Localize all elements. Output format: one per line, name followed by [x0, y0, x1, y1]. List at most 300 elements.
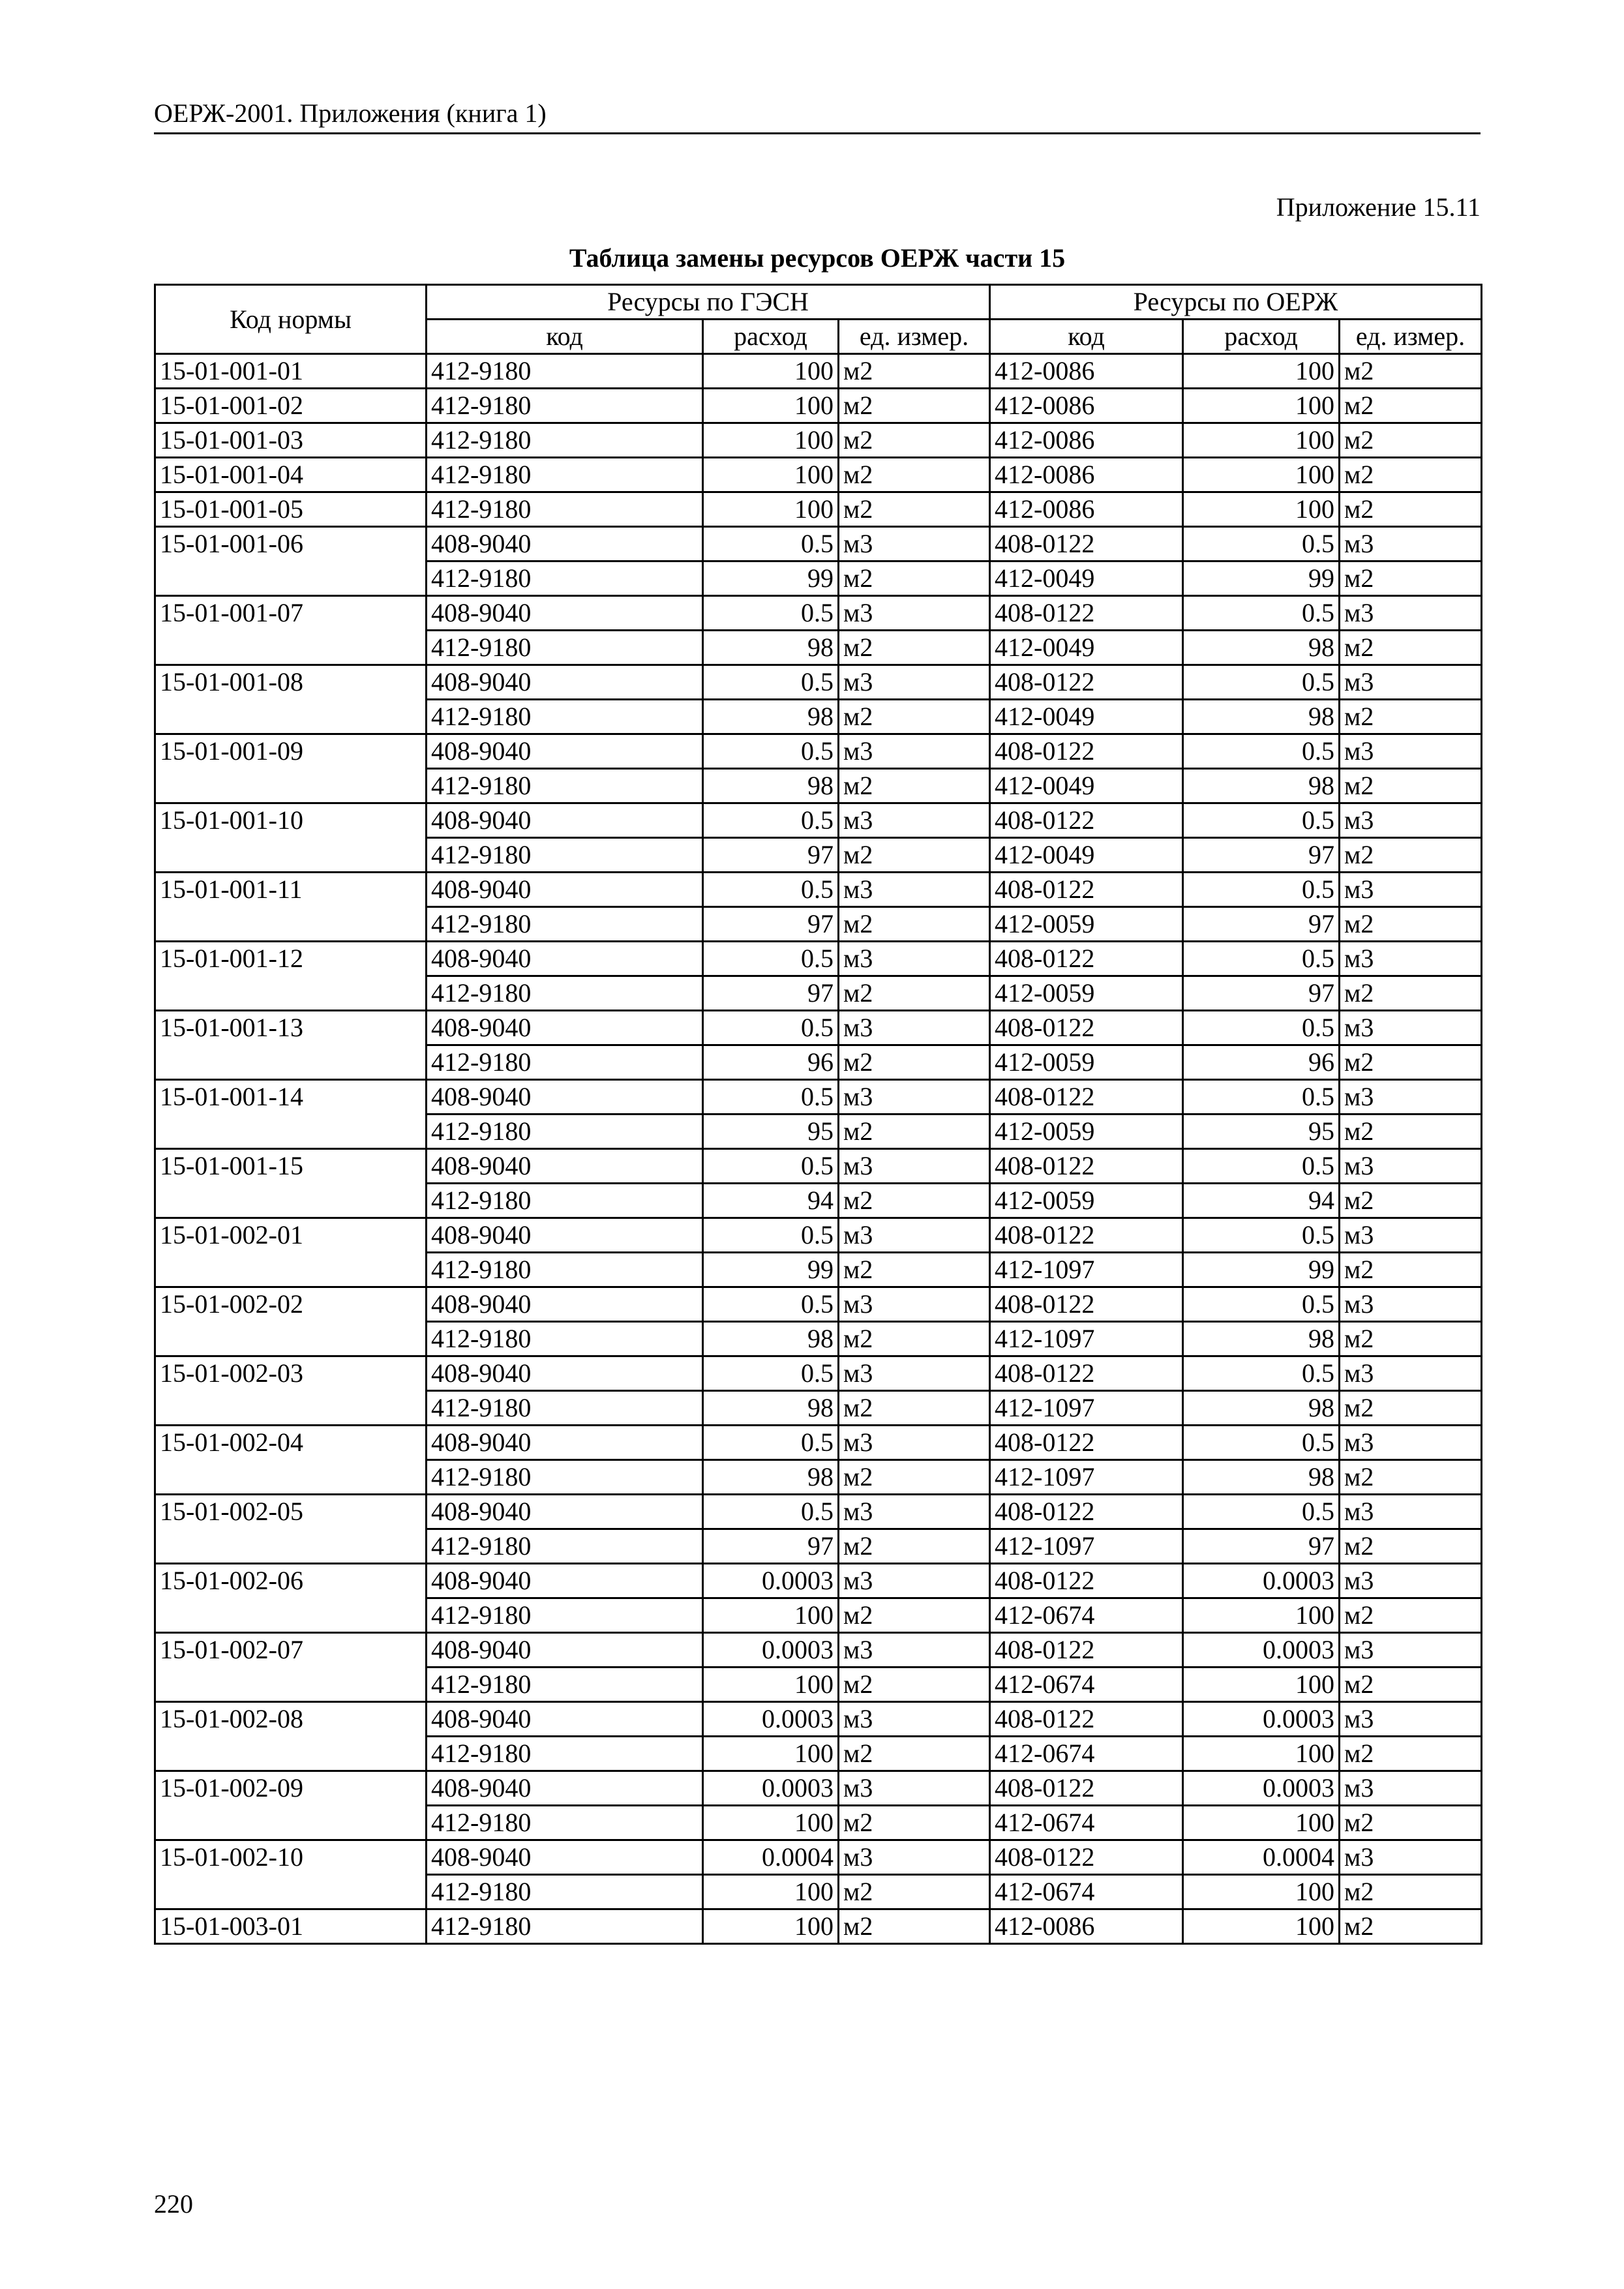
oerzh-rate-cell: 97	[1183, 907, 1340, 942]
norm-code-cell: 15-01-001-13	[155, 1011, 427, 1080]
oerzh-code-cell: 408-0122	[990, 596, 1183, 631]
gesn-rate-cell: 100	[703, 1598, 839, 1633]
gesn-rate-cell: 99	[703, 561, 839, 596]
oerzh-code-cell: 408-0122	[990, 1702, 1183, 1737]
norm-code-cell: 15-01-002-03	[155, 1356, 427, 1426]
oerzh-unit-cell: м2	[1340, 1460, 1482, 1495]
gesn-rate-cell: 0.5	[703, 734, 839, 769]
oerzh-unit-cell: м2	[1340, 631, 1482, 665]
oerzh-unit-cell: м2	[1340, 1253, 1482, 1287]
gesn-rate-cell: 100	[703, 1737, 839, 1771]
gesn-rate-cell: 94	[703, 1184, 839, 1218]
gesn-code-cell: 412-9180	[427, 1045, 703, 1080]
oerzh-code-cell: 408-0122	[990, 1080, 1183, 1115]
gesn-rate-cell: 96	[703, 1045, 839, 1080]
norm-code-cell: 15-01-002-05	[155, 1495, 427, 1564]
gesn-unit-cell: м3	[839, 1356, 990, 1391]
gesn-unit-cell: м2	[839, 492, 990, 527]
gesn-code-cell: 408-9040	[427, 1771, 703, 1806]
oerzh-unit-cell: м2	[1340, 1115, 1482, 1149]
oerzh-rate-cell: 0.5	[1183, 803, 1340, 838]
gesn-rate-cell: 0.5	[703, 1218, 839, 1253]
oerzh-code-cell: 408-0122	[990, 1633, 1183, 1668]
oerzh-code-cell: 408-0122	[990, 1771, 1183, 1806]
gesn-code-cell: 408-9040	[427, 1495, 703, 1529]
oerzh-unit-cell: м3	[1340, 1702, 1482, 1737]
gesn-unit-cell: м2	[839, 354, 990, 389]
oerzh-unit-cell: м2	[1340, 1909, 1482, 1944]
oerzh-rate-cell: 100	[1183, 458, 1340, 492]
norm-code-cell: 15-01-001-11	[155, 873, 427, 942]
oerzh-code-cell: 412-0086	[990, 458, 1183, 492]
oerzh-code-cell: 408-0122	[990, 1426, 1183, 1460]
norm-code-cell: 15-01-002-10	[155, 1840, 427, 1909]
oerzh-rate-cell: 97	[1183, 1529, 1340, 1564]
table-row	[155, 873, 1482, 907]
oerzh-code-cell: 412-0049	[990, 700, 1183, 734]
gesn-unit-cell: м2	[839, 561, 990, 596]
oerzh-rate-cell: 0.5	[1183, 527, 1340, 561]
table-row	[155, 527, 1482, 561]
oerzh-rate-cell: 0.5	[1183, 734, 1340, 769]
oerzh-unit-cell: м3	[1340, 1080, 1482, 1115]
gesn-rate-cell: 0.5	[703, 1080, 839, 1115]
table-row	[155, 1564, 1482, 1598]
oerzh-code-cell: 412-0059	[990, 976, 1183, 1011]
table-row	[155, 1080, 1482, 1115]
oerzh-code-cell: 412-0049	[990, 838, 1183, 873]
gesn-unit-cell: м3	[839, 1495, 990, 1529]
gesn-rate-cell: 0.5	[703, 942, 839, 976]
gesn-code-cell: 408-9040	[427, 1426, 703, 1460]
oerzh-code-cell: 412-0086	[990, 423, 1183, 458]
table-body	[155, 354, 1482, 1944]
gesn-code-cell: 408-9040	[427, 942, 703, 976]
gesn-rate-cell: 98	[703, 1322, 839, 1356]
norm-code-cell: 15-01-001-15	[155, 1149, 427, 1218]
gesn-unit-cell: м3	[839, 1426, 990, 1460]
gesn-unit-cell: м2	[839, 458, 990, 492]
oerzh-rate-cell: 100	[1183, 1668, 1340, 1702]
gesn-rate-cell: 0.0003	[703, 1633, 839, 1668]
resource-replacement-table	[154, 284, 1482, 1945]
gesn-unit-cell: м2	[839, 907, 990, 942]
header-gesn-group: Ресурсы по ГЭСН	[427, 285, 990, 320]
oerzh-unit-cell: м3	[1340, 1771, 1482, 1806]
oerzh-code-cell: 412-1097	[990, 1322, 1183, 1356]
gesn-unit-cell: м3	[839, 873, 990, 907]
gesn-unit-cell: м3	[839, 1840, 990, 1875]
oerzh-unit-cell: м3	[1340, 803, 1482, 838]
table-row	[155, 734, 1482, 769]
gesn-code-cell: 412-9180	[427, 354, 703, 389]
oerzh-rate-cell: 0.0003	[1183, 1771, 1340, 1806]
gesn-rate-cell: 100	[703, 1806, 839, 1840]
oerzh-code-cell: 412-0049	[990, 631, 1183, 665]
appendix-label: Приложение 15.11	[1276, 192, 1481, 222]
gesn-code-cell: 412-9180	[427, 1253, 703, 1287]
oerzh-code-cell: 408-0122	[990, 1495, 1183, 1529]
gesn-unit-cell: м2	[839, 389, 990, 423]
oerzh-code-cell: 408-0122	[990, 1218, 1183, 1253]
gesn-code-cell: 408-9040	[427, 1564, 703, 1598]
oerzh-code-cell: 408-0122	[990, 1149, 1183, 1184]
oerzh-unit-cell: м3	[1340, 1495, 1482, 1529]
gesn-code-cell: 408-9040	[427, 803, 703, 838]
oerzh-unit-cell: м2	[1340, 1598, 1482, 1633]
gesn-code-cell: 408-9040	[427, 1218, 703, 1253]
table-row	[155, 1702, 1482, 1737]
norm-code-cell: 15-01-001-01	[155, 354, 427, 389]
gesn-unit-cell: м2	[839, 1253, 990, 1287]
table-title: Таблица замены ресурсов ОЕРЖ части 15	[569, 243, 1066, 273]
oerzh-code-cell: 412-0059	[990, 907, 1183, 942]
gesn-rate-cell: 97	[703, 1529, 839, 1564]
oerzh-code-cell: 408-0122	[990, 803, 1183, 838]
oerzh-unit-cell: м3	[1340, 942, 1482, 976]
table-row	[155, 458, 1482, 492]
gesn-unit-cell: м2	[839, 1668, 990, 1702]
norm-code-cell: 15-01-003-01	[155, 1909, 427, 1944]
gesn-unit-cell: м3	[839, 1080, 990, 1115]
gesn-unit-cell: м2	[839, 1184, 990, 1218]
gesn-unit-cell: м3	[839, 942, 990, 976]
gesn-rate-cell: 100	[703, 1668, 839, 1702]
oerzh-unit-cell: м2	[1340, 838, 1482, 873]
table-row	[155, 492, 1482, 527]
table-row	[155, 803, 1482, 838]
norm-code-cell: 15-01-002-09	[155, 1771, 427, 1840]
gesn-code-cell: 412-9180	[427, 700, 703, 734]
oerzh-code-cell: 408-0122	[990, 942, 1183, 976]
gesn-unit-cell: м3	[839, 1564, 990, 1598]
oerzh-unit-cell: м2	[1340, 354, 1482, 389]
oerzh-rate-cell: 96	[1183, 1045, 1340, 1080]
table-row	[155, 1149, 1482, 1184]
oerzh-unit-cell: м2	[1340, 389, 1482, 423]
gesn-code-cell: 408-9040	[427, 734, 703, 769]
gesn-rate-cell: 0.5	[703, 665, 839, 700]
oerzh-rate-cell: 0.0003	[1183, 1564, 1340, 1598]
header-rule	[154, 132, 1481, 134]
oerzh-rate-cell: 98	[1183, 1391, 1340, 1426]
gesn-code-cell: 412-9180	[427, 1391, 703, 1426]
gesn-code-cell: 408-9040	[427, 1011, 703, 1045]
gesn-unit-cell: м2	[839, 1909, 990, 1944]
norm-code-cell: 15-01-002-08	[155, 1702, 427, 1771]
gesn-rate-cell: 0.5	[703, 1287, 839, 1322]
gesn-unit-cell: м3	[839, 596, 990, 631]
oerzh-unit-cell: м2	[1340, 1668, 1482, 1702]
gesn-rate-cell: 98	[703, 631, 839, 665]
oerzh-unit-cell: м2	[1340, 1322, 1482, 1356]
oerzh-code-cell: 412-0059	[990, 1045, 1183, 1080]
header-oerzh-rate: расход	[1183, 320, 1340, 354]
gesn-unit-cell: м3	[839, 1011, 990, 1045]
table-row	[155, 1287, 1482, 1322]
oerzh-unit-cell: м2	[1340, 561, 1482, 596]
gesn-rate-cell: 0.5	[703, 1426, 839, 1460]
table-row	[155, 1218, 1482, 1253]
gesn-rate-cell: 100	[703, 458, 839, 492]
running-header: ОЕРЖ-2001. Приложения (книга 1)	[154, 98, 547, 128]
gesn-code-cell: 412-9180	[427, 1115, 703, 1149]
oerzh-code-cell: 408-0122	[990, 1287, 1183, 1322]
oerzh-rate-cell: 0.5	[1183, 1218, 1340, 1253]
oerzh-unit-cell: м3	[1340, 1633, 1482, 1668]
oerzh-unit-cell: м3	[1340, 1564, 1482, 1598]
oerzh-unit-cell: м3	[1340, 1356, 1482, 1391]
norm-code-cell: 15-01-002-07	[155, 1633, 427, 1702]
gesn-rate-cell: 100	[703, 389, 839, 423]
oerzh-unit-cell: м2	[1340, 1875, 1482, 1909]
oerzh-code-cell: 412-0059	[990, 1115, 1183, 1149]
oerzh-code-cell: 412-0049	[990, 769, 1183, 803]
gesn-rate-cell: 100	[703, 354, 839, 389]
gesn-code-cell: 412-9180	[427, 1875, 703, 1909]
gesn-unit-cell: м2	[839, 1045, 990, 1080]
header-gesn-rate: расход	[703, 320, 839, 354]
gesn-code-cell: 412-9180	[427, 769, 703, 803]
oerzh-rate-cell: 100	[1183, 423, 1340, 458]
oerzh-rate-cell: 0.5	[1183, 942, 1340, 976]
gesn-code-cell: 412-9180	[427, 976, 703, 1011]
table-row	[155, 1011, 1482, 1045]
oerzh-code-cell: 412-1097	[990, 1253, 1183, 1287]
table-row	[155, 1771, 1482, 1806]
gesn-code-cell: 408-9040	[427, 1702, 703, 1737]
gesn-rate-cell: 98	[703, 1460, 839, 1495]
norm-code-cell: 15-01-001-04	[155, 458, 427, 492]
table-row	[155, 1426, 1482, 1460]
oerzh-unit-cell: м2	[1340, 492, 1482, 527]
gesn-code-cell: 412-9180	[427, 631, 703, 665]
oerzh-code-cell: 408-0122	[990, 734, 1183, 769]
gesn-unit-cell: м2	[839, 769, 990, 803]
norm-code-cell: 15-01-001-14	[155, 1080, 427, 1149]
norm-code-cell: 15-01-002-01	[155, 1218, 427, 1287]
oerzh-code-cell: 412-0086	[990, 492, 1183, 527]
gesn-code-cell: 408-9040	[427, 1287, 703, 1322]
gesn-unit-cell: м2	[839, 1737, 990, 1771]
gesn-code-cell: 412-9180	[427, 838, 703, 873]
gesn-code-cell: 408-9040	[427, 1356, 703, 1391]
gesn-code-cell: 408-9040	[427, 1633, 703, 1668]
oerzh-rate-cell: 99	[1183, 561, 1340, 596]
oerzh-code-cell: 408-0122	[990, 1011, 1183, 1045]
oerzh-rate-cell: 0.0003	[1183, 1633, 1340, 1668]
gesn-unit-cell: м2	[839, 1460, 990, 1495]
gesn-code-cell: 408-9040	[427, 1840, 703, 1875]
table-row	[155, 1356, 1482, 1391]
oerzh-unit-cell: м3	[1340, 734, 1482, 769]
table-row	[155, 942, 1482, 976]
oerzh-rate-cell: 0.5	[1183, 1495, 1340, 1529]
gesn-unit-cell: м3	[839, 803, 990, 838]
header-oerzh-group: Ресурсы по ОЕРЖ	[990, 285, 1482, 320]
oerzh-unit-cell: м2	[1340, 1184, 1482, 1218]
norm-code-cell: 15-01-001-10	[155, 803, 427, 873]
header-gesn-unit: ед. измер.	[839, 320, 990, 354]
oerzh-rate-cell: 0.5	[1183, 1080, 1340, 1115]
norm-code-cell: 15-01-001-12	[155, 942, 427, 1011]
gesn-unit-cell: м2	[839, 976, 990, 1011]
gesn-unit-cell: м3	[839, 1633, 990, 1668]
oerzh-rate-cell: 100	[1183, 389, 1340, 423]
gesn-rate-cell: 0.5	[703, 803, 839, 838]
oerzh-code-cell: 412-1097	[990, 1460, 1183, 1495]
oerzh-unit-cell: м3	[1340, 527, 1482, 561]
oerzh-unit-cell: м3	[1340, 1426, 1482, 1460]
gesn-unit-cell: м2	[839, 700, 990, 734]
oerzh-code-cell: 412-0059	[990, 1184, 1183, 1218]
norm-code-cell: 15-01-002-06	[155, 1564, 427, 1633]
oerzh-rate-cell: 95	[1183, 1115, 1340, 1149]
norm-code-cell: 15-01-002-04	[155, 1426, 427, 1495]
oerzh-rate-cell: 0.5	[1183, 1149, 1340, 1184]
oerzh-code-cell: 412-0674	[990, 1806, 1183, 1840]
gesn-code-cell: 412-9180	[427, 561, 703, 596]
oerzh-rate-cell: 94	[1183, 1184, 1340, 1218]
gesn-rate-cell: 97	[703, 907, 839, 942]
oerzh-unit-cell: м2	[1340, 700, 1482, 734]
gesn-unit-cell: м2	[839, 1391, 990, 1426]
gesn-unit-cell: м2	[839, 423, 990, 458]
gesn-rate-cell: 0.0003	[703, 1702, 839, 1737]
header-code-norm: Код нормы	[155, 285, 427, 354]
oerzh-rate-cell: 98	[1183, 700, 1340, 734]
table-row	[155, 389, 1482, 423]
gesn-rate-cell: 0.0003	[703, 1771, 839, 1806]
gesn-rate-cell: 98	[703, 1391, 839, 1426]
oerzh-rate-cell: 98	[1183, 1322, 1340, 1356]
gesn-unit-cell: м2	[839, 1115, 990, 1149]
gesn-code-cell: 412-9180	[427, 1598, 703, 1633]
gesn-unit-cell: м2	[839, 1598, 990, 1633]
norm-code-cell: 15-01-001-09	[155, 734, 427, 803]
oerzh-rate-cell: 100	[1183, 492, 1340, 527]
oerzh-unit-cell: м3	[1340, 873, 1482, 907]
oerzh-rate-cell: 0.5	[1183, 1011, 1340, 1045]
oerzh-unit-cell: м3	[1340, 665, 1482, 700]
gesn-code-cell: 412-9180	[427, 492, 703, 527]
gesn-unit-cell: м3	[839, 1702, 990, 1737]
gesn-rate-cell: 0.5	[703, 1356, 839, 1391]
oerzh-unit-cell: м3	[1340, 1011, 1482, 1045]
gesn-code-cell: 408-9040	[427, 665, 703, 700]
oerzh-rate-cell: 100	[1183, 1737, 1340, 1771]
oerzh-unit-cell: м2	[1340, 1391, 1482, 1426]
gesn-unit-cell: м3	[839, 1287, 990, 1322]
oerzh-code-cell: 412-0049	[990, 561, 1183, 596]
table-row	[155, 596, 1482, 631]
gesn-rate-cell: 0.0004	[703, 1840, 839, 1875]
gesn-code-cell: 412-9180	[427, 1909, 703, 1944]
norm-code-cell: 15-01-001-06	[155, 527, 427, 596]
header-oerzh-code: код	[990, 320, 1183, 354]
gesn-unit-cell: м3	[839, 1149, 990, 1184]
gesn-code-cell: 408-9040	[427, 527, 703, 561]
oerzh-code-cell: 412-0086	[990, 1909, 1183, 1944]
gesn-rate-cell: 98	[703, 700, 839, 734]
gesn-rate-cell: 100	[703, 1909, 839, 1944]
gesn-code-cell: 412-9180	[427, 423, 703, 458]
oerzh-rate-cell: 100	[1183, 1909, 1340, 1944]
gesn-rate-cell: 97	[703, 838, 839, 873]
oerzh-unit-cell: м3	[1340, 1218, 1482, 1253]
norm-code-cell: 15-01-001-03	[155, 423, 427, 458]
oerzh-code-cell: 412-0674	[990, 1875, 1183, 1909]
table-row	[155, 1909, 1482, 1944]
oerzh-code-cell: 412-1097	[990, 1529, 1183, 1564]
norm-code-cell: 15-01-001-02	[155, 389, 427, 423]
gesn-unit-cell: м3	[839, 665, 990, 700]
oerzh-code-cell: 408-0122	[990, 1356, 1183, 1391]
gesn-rate-cell: 100	[703, 423, 839, 458]
oerzh-rate-cell: 0.5	[1183, 873, 1340, 907]
oerzh-rate-cell: 0.5	[1183, 596, 1340, 631]
gesn-rate-cell: 0.5	[703, 527, 839, 561]
gesn-code-cell: 412-9180	[427, 1460, 703, 1495]
oerzh-rate-cell: 97	[1183, 838, 1340, 873]
gesn-code-cell: 412-9180	[427, 1322, 703, 1356]
oerzh-unit-cell: м2	[1340, 907, 1482, 942]
oerzh-rate-cell: 0.5	[1183, 1426, 1340, 1460]
gesn-rate-cell: 0.5	[703, 873, 839, 907]
gesn-unit-cell: м2	[839, 1529, 990, 1564]
oerzh-code-cell: 412-0086	[990, 354, 1183, 389]
table-row	[155, 1633, 1482, 1668]
gesn-unit-cell: м2	[839, 1875, 990, 1909]
gesn-code-cell: 412-9180	[427, 1737, 703, 1771]
oerzh-unit-cell: м2	[1340, 1737, 1482, 1771]
oerzh-unit-cell: м2	[1340, 976, 1482, 1011]
oerzh-rate-cell: 0.0004	[1183, 1840, 1340, 1875]
oerzh-unit-cell: м3	[1340, 1287, 1482, 1322]
header-oerzh-unit: ед. измер.	[1340, 320, 1482, 354]
oerzh-code-cell: 408-0122	[990, 665, 1183, 700]
gesn-unit-cell: м3	[839, 1771, 990, 1806]
gesn-rate-cell: 95	[703, 1115, 839, 1149]
gesn-rate-cell: 0.5	[703, 596, 839, 631]
table-row	[155, 665, 1482, 700]
gesn-unit-cell: м2	[839, 1322, 990, 1356]
gesn-unit-cell: м2	[839, 631, 990, 665]
gesn-rate-cell: 100	[703, 492, 839, 527]
gesn-code-cell: 412-9180	[427, 1184, 703, 1218]
table-row	[155, 354, 1482, 389]
oerzh-code-cell: 412-0674	[990, 1668, 1183, 1702]
gesn-rate-cell: 0.0003	[703, 1564, 839, 1598]
oerzh-rate-cell: 100	[1183, 1806, 1340, 1840]
norm-code-cell: 15-01-002-02	[155, 1287, 427, 1356]
gesn-code-cell: 408-9040	[427, 1080, 703, 1115]
table-row	[155, 423, 1482, 458]
gesn-code-cell: 412-9180	[427, 1806, 703, 1840]
gesn-rate-cell: 99	[703, 1253, 839, 1287]
gesn-code-cell: 412-9180	[427, 1529, 703, 1564]
gesn-code-cell: 412-9180	[427, 1668, 703, 1702]
oerzh-unit-cell: м3	[1340, 1840, 1482, 1875]
gesn-rate-cell: 0.5	[703, 1495, 839, 1529]
oerzh-rate-cell: 0.0003	[1183, 1702, 1340, 1737]
oerzh-unit-cell: м2	[1340, 1529, 1482, 1564]
gesn-rate-cell: 100	[703, 1875, 839, 1909]
oerzh-rate-cell: 98	[1183, 1460, 1340, 1495]
gesn-rate-cell: 0.5	[703, 1011, 839, 1045]
gesn-code-cell: 408-9040	[427, 1149, 703, 1184]
oerzh-rate-cell: 100	[1183, 1875, 1340, 1909]
